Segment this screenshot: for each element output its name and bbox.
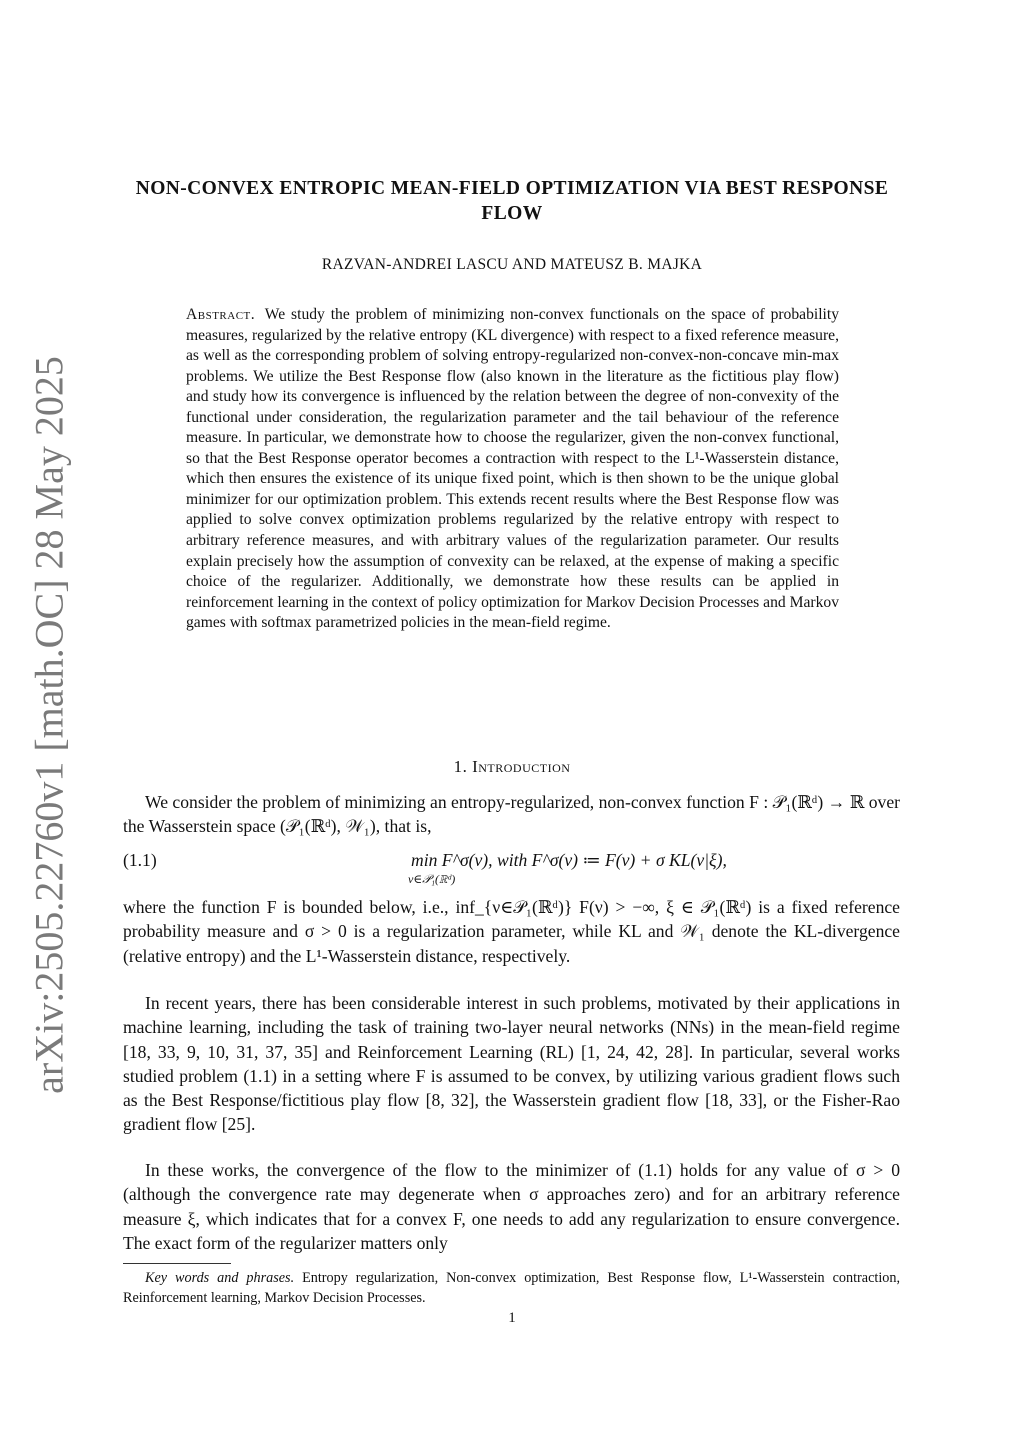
footnote-keywords (123, 1268, 900, 1308)
recent-years-paragraph (123, 991, 900, 1137)
footnote-divider (123, 1263, 231, 1264)
keywords-label: Key words and phrases. (145, 1270, 295, 1286)
paper-authors: RAZVAN-ANDREI LASCU AND MATEUSZ B. MAJKA (321, 256, 703, 273)
where-paragraph (123, 895, 900, 968)
arxiv-identifier-stamp: arXiv:2505.22760v1 [math.OC] 28 May 2025 (26, 356, 72, 1094)
where-text: where the function F is bounded below, i.e., inf_{ν∈𝒫₁(ℝᵈ)} F(ν) > −∞, ξ ∈ 𝒫₁(ℝᵈ) is a fixed reference probability measure and σ > 0 is a regularization parameter, while KL and 𝒲₁ denote the KL-divergence (relative entropy) and the L¹-Wasserstein distance, respectively. (123, 897, 900, 966)
these-works-paragraph (123, 1158, 900, 1255)
recent-years-text: In recent years, there has been considerable interest in such problems, motivated by their applications in machine learning, including the task of training two-layer neural networks (NNs) in the mean-field regime [18, 33, 9, 10, 31, 37, 35] and Reinforcement Learning (RL) [1, 24, 42, 28]. In particular, several works studied problem (1.1) in a setting where F is assumed to be convex, by utilizing various gradient flows such as the Best Response/fictitious play flow [8, 32], the Wasserstein gradient flow [18, 33], or the Fisher-Rao gradient flow [25]. (123, 993, 900, 1135)
paper-title: NON-CONVEX ENTROPIC MEAN-FIELD OPTIMIZATION VIA BEST RESPONSE FLOW (135, 178, 889, 224)
equation-subscript: ν∈𝒫₁(ℝᵈ) (408, 872, 456, 886)
equation-body: min F^σ(ν), with F^σ(ν) ≔ F(ν) + σ KL(ν|ξ), (411, 850, 727, 870)
these-works-text: In these works, the convergence of the flow to the minimizer of (1.1) holds for any value of σ > 0 (although the convergence rate may degenerate when σ approaches zero) and for an arbitrary reference measure ξ, which indicates that for a convex F, one needs to add any regularization to ensure convergence. The exact form of the regularizer matters only (123, 1160, 900, 1253)
equation-number: (1.1) (123, 850, 157, 870)
keywords-text: Entropy regularization, Non-convex optimization, Best Response flow, L¹-Wasserstein contraction, Reinforcement learning, Markov Decision Processes. (123, 1270, 900, 1306)
abstract-text: We study the problem of minimizing non-convex functionals on the space of probability measures, regularized by the relative entropy (KL divergence) with respect to a fixed reference measure, as well as the corresponding problem of solving entropy-regularized non-convex-non-concave min-max problems. We utilize the Best Response flow (also known in the literature as the fictitious play flow) and study how its convergence is influenced by the relation between the degree of non-convexity of the functional under consideration, the regularization parameter and the tail behaviour of the reference measure. In particular, we demonstrate how to choose the regularizer, given the non-convex functional, so that the Best Response operator becomes a contraction with respect to the L¹-Wasserstein distance, which then ensures the existence of its unique fixed point, which is then shown to be the unique global minimizer for our optimization problem. This extends recent results where the Best Response flow was applied to solve convex optimization problems regularized by the relative entropy with respect to arbitrary reference measures, and with arbitrary values of the regularization parameter. Our results explain precisely how the assumption of convexity can be relaxed, at the expense of making a specific choice of the regularizer. Additionally, we demonstrate how these results can be applied in reinforcement learning in the context of policy optimization for Markov Decision Processes and Markov games with softmax parametrized policies in the mean-field regime. (186, 306, 839, 632)
intro-text: We consider the problem of minimizing an entropy-regularized, non-convex function F : 𝒫₁(ℝᵈ) → ℝ over the Wasserstein space (𝒫₁(ℝᵈ), 𝒲₁), that is, (123, 792, 900, 837)
abstract-label: Abstract. (186, 306, 256, 323)
equation-1-1 (123, 846, 900, 886)
page-number: 1 (508, 1310, 516, 1326)
intro-paragraph (123, 790, 900, 839)
abstract (186, 305, 839, 634)
section-title-introduction: 1. Introduction (453, 757, 571, 776)
